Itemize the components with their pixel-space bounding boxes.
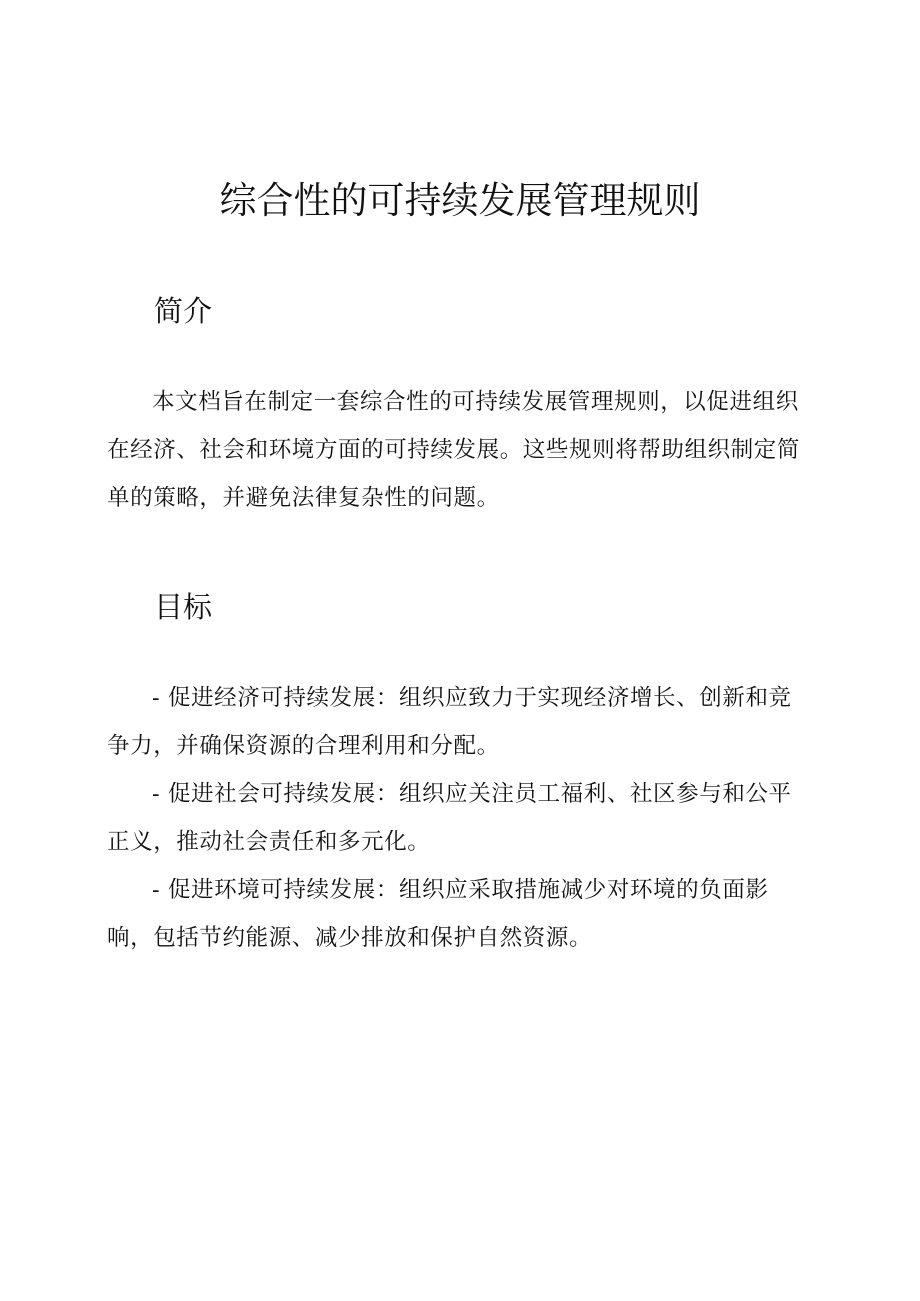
section-heading-goals: 目标 xyxy=(154,590,213,624)
document-title: 综合性的可持续发展管理规则 xyxy=(219,179,701,222)
goal-item-social: - 促进社会可持续发展：组织应关注员工福利、社区参与和公平正义，推动社会责任和多元化。 xyxy=(107,781,792,855)
intro-paragraph: 本文档旨在制定一套综合性的可持续发展管理规则，以促进组织在经济、社会和环境方面的可持续发展。这些规则将帮助组织制定简单的策略，并避免法律复杂性的问题。 xyxy=(107,389,801,511)
section-heading-intro: 简介 xyxy=(154,294,213,328)
goal-item-economic: - 促进经济可持续发展：组织应致力于实现经济增长、创新和竞争力，并确保资源的合理利用和分配。 xyxy=(107,685,792,759)
goal-item-environmental: - 促进环境可持续发展：组织应采取措施减少对环境的负面影响，包括节约能源、减少排放和保护自然资源。 xyxy=(107,877,769,951)
goals-list xyxy=(107,674,813,962)
